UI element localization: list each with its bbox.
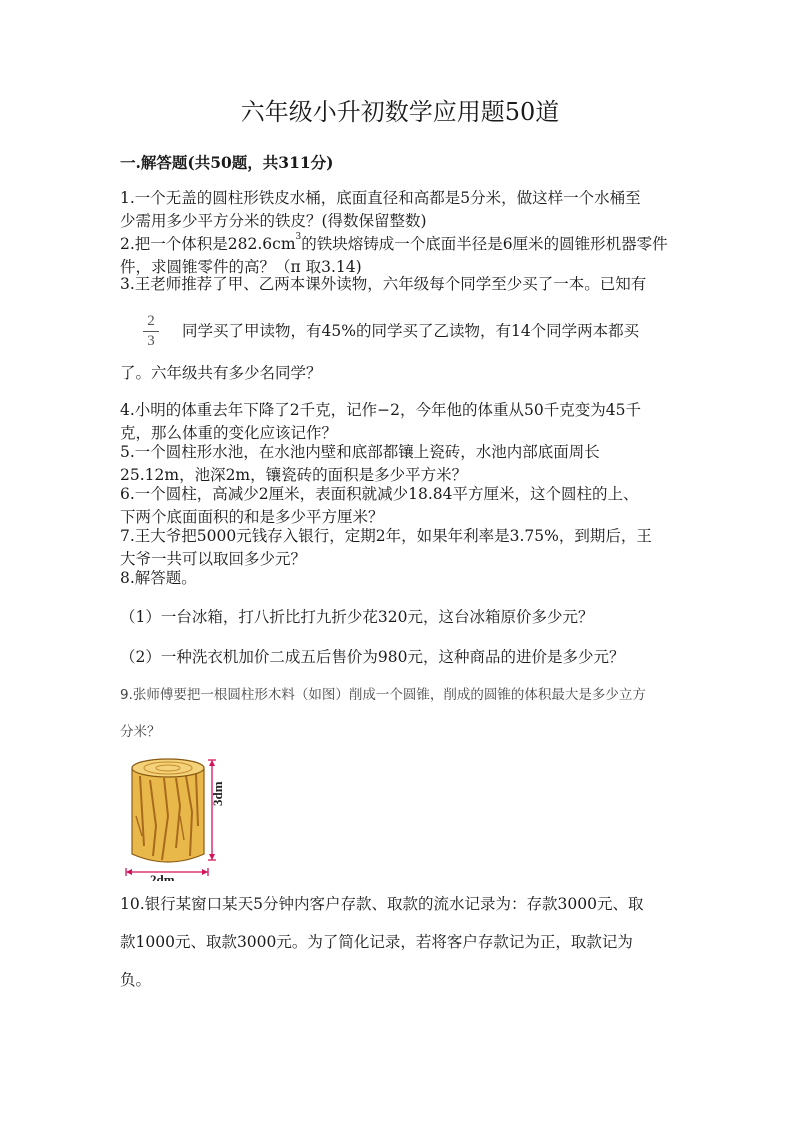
question-9-line-1: 9.张师傅要把一根圆柱形木料（如图）削成一个圆锥，削成的圆锥的体积最大是多少立方: [120, 687, 646, 703]
question-8: 8.解答题。: [120, 569, 197, 587]
cylinder-wood-figure: [120, 756, 235, 881]
question-6: 6.一个圆柱，高减少2厘米，表面积就减少18.84平方厘米，这个圆柱的上、 下两个底面面积的和是多少平方厘米？: [120, 485, 639, 526]
question-3-line-1: 3.王老师推荐了甲、乙两本课外读物，六年级每个同学至少买了一本。已知有: [120, 275, 647, 293]
wood-log-icon: [120, 756, 235, 881]
question-5: 5.一个圆柱形水池，在水池内壁和底部都镶上瓷砖，水池内部底面周长 25.12m，池深2m，镶瓷砖的面积是多少平方米？: [120, 443, 600, 484]
question-2: 2.把一个体积是$282.6cm^3$的铁块熔铸成一个底面半径是6厘米的圆锥形机器零件 件，求圆锥零件的高？（π 取3.14): [120, 232, 668, 276]
section-heading: 一.解答题(共50题，共311分): [120, 153, 334, 172]
question-1: 1.一个无盖的圆柱形铁皮水桶，底面直径和高都是5分米，做这样一个水桶至 少需用多少平方分米的铁皮？(得数保留整数): [120, 189, 641, 230]
fraction-two-thirds: 2 3: [140, 313, 162, 350]
page-title: 六年级小升初数学应用题50道: [240, 98, 560, 126]
question-8-part-1: （1）一台冰箱，打八折比打九折少花320元，这台冰箱原价多少元？: [120, 608, 594, 626]
question-8-part-2: （2）一种洗衣机加价二成五后售价为980元，这种商品的进价是多少元？: [120, 648, 625, 666]
question-10: 10.银行某窗口某天5分钟内客户存款、取款的流水记录为：存款3000元、取 款1000元、取款3000元。为了简化记录，若将客户存款记为正，取款记为 负。: [120, 895, 644, 989]
question-9-line-2: 分米？: [120, 724, 161, 740]
height-label: 3dm: [210, 781, 225, 806]
question-4: 4.小明的体重去年下降了2千克，记作−2，今年他的体重从50千克变为45千 克，那么体重的变化应该记作？: [120, 401, 641, 442]
width-label: 2dm: [150, 872, 175, 881]
question-7: 7.王大爷把5000元钱存入银行，定期2年，如果年利率是3.75%，到期后，王 大爷一共可以取回多少元？: [120, 527, 652, 568]
question-3-line-3: 了。六年级共有多少名同学？: [120, 364, 322, 382]
question-3-line-2: 同学买了甲读物，有45%的同学买了乙读物，有14个同学两本都买: [182, 322, 640, 340]
